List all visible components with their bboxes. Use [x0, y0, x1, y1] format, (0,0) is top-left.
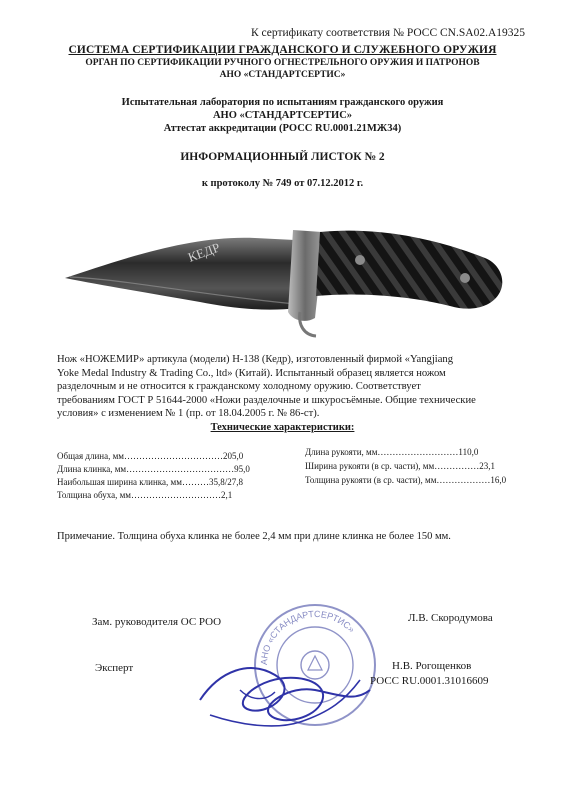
spec-row: Толщина рукояти (в ср. части), мм………………16,0 — [305, 475, 507, 485]
spec-value: 16,0 — [490, 475, 507, 485]
description-line: Нож «НОЖЕМИР» артикула (модели) Н-138 (Кедр), изготовленный фирмой «Yangjiang — [57, 354, 454, 365]
signatory-name-1: Л.В. Скородумова — [408, 612, 493, 624]
spec-label: Общая длина, мм — [57, 451, 124, 461]
spec-value: 23,1 — [479, 461, 495, 471]
spec-label: Наибольшая ширина клинка, мм — [57, 477, 182, 487]
spec-row: Общая длина, мм……………………………205,0 — [57, 451, 244, 461]
organ-line: ОРГАН ПО СЕРТИФИКАЦИИ РУЧНОГО ОГНЕСТРЕЛЬНОГО ОРУЖИЯ И ПАТРОНОВ — [85, 58, 480, 68]
description-line: разделочным и не относится к гражданскому холодному оружию. Соответствует — [57, 381, 421, 392]
spec-value: 2,1 — [221, 490, 233, 500]
cert-reference: К сертификату соответствия № РОСС CN.SA02.A19325 — [250, 27, 525, 39]
signature — [180, 630, 380, 740]
spec-label: Толщина обуха, мм — [57, 490, 132, 500]
spec-row: Длина рукояти, мм………………………110,0 — [305, 447, 479, 457]
spec-value: 35,8/27,8 — [208, 477, 243, 487]
organ-ano: АНО «СТАНДАРТСЕРТИС» — [219, 70, 346, 80]
signatory-name-2: Н.В. Рогощенков — [392, 660, 472, 672]
signatory-role-2: Эксперт — [95, 662, 134, 674]
blade-marking: КЕДР — [185, 239, 222, 265]
knife-blade — [65, 238, 298, 310]
spec-label: Длина клинка, мм — [57, 464, 127, 474]
knife-pin — [355, 255, 365, 265]
note: Примечание. Толщина обуха клинка не более 2,4 мм при длине клинка не более 150 мм. — [57, 531, 451, 542]
lab-title: Испытательная лаборатория по испытаниям гражданского оружия — [121, 97, 444, 108]
spec-row: Ширина рукояти (в ср. части), мм……………23,1 — [305, 461, 495, 471]
spec-value: 110,0 — [458, 447, 479, 457]
spec-row: Наибольшая ширина клинка, мм………35,8/27,8 — [57, 477, 243, 487]
description — [57, 353, 512, 421]
attestation: Аттестат аккредитации (РОСС RU.0001.21МЖ34) — [163, 123, 402, 134]
description-line: условия» с изменением № 1 (пр. от 18.04.2005 г. № 86-ст). — [57, 408, 320, 419]
signatory-role-1: Зам. руководителя ОС РОО — [92, 616, 222, 628]
system-title: СИСТЕМА СЕРТИФИКАЦИИ ГРАЖДАНСКОГО И СЛУЖЕБНОГО ОРУЖИЯ — [68, 44, 497, 56]
knife-image — [60, 200, 510, 340]
spec-row: Толщина обуха, мм…………………………2,1 — [57, 490, 233, 500]
stamp-ring-text: АНО «СТАНДАРТСЕРТИС» — [258, 608, 357, 666]
spec-value: 205,0 — [222, 451, 244, 461]
signatory-cert-2: РОСС RU.0001.31016609 — [370, 675, 489, 687]
knife-pin — [460, 273, 470, 283]
spec-row: Длина клинка, мм………………………………95,0 — [57, 464, 250, 474]
spec-label: Ширина рукояти (в ср. части), мм — [305, 461, 435, 471]
protocol-reference: к протоколу № 749 от 07.12.2012 г. — [201, 178, 364, 189]
description-line: требованиям ГОСТ Р 51644-2000 «Ножи разделочные и шкуросъёмные. Общие технические — [57, 394, 476, 406]
spec-label: Толщина рукояти (в ср. части), мм — [305, 475, 437, 485]
spec-value: 95,0 — [234, 464, 250, 474]
info-sheet-title: ИНФОРМАЦИОННЫЙ ЛИСТОК № 2 — [180, 151, 385, 163]
knife-handle — [316, 231, 502, 309]
specs-heading: Технические характеристики: — [210, 422, 355, 433]
knife-bolster — [288, 230, 322, 321]
description-line: Yoke Medal Industry & Trading Co., ltd» (Китай). Испытанный образец является ножом — [57, 367, 446, 379]
spec-label: Длина рукояти, мм — [305, 447, 378, 457]
lab-ano: АНО «СТАНДАРТСЕРТИС» — [212, 110, 353, 121]
